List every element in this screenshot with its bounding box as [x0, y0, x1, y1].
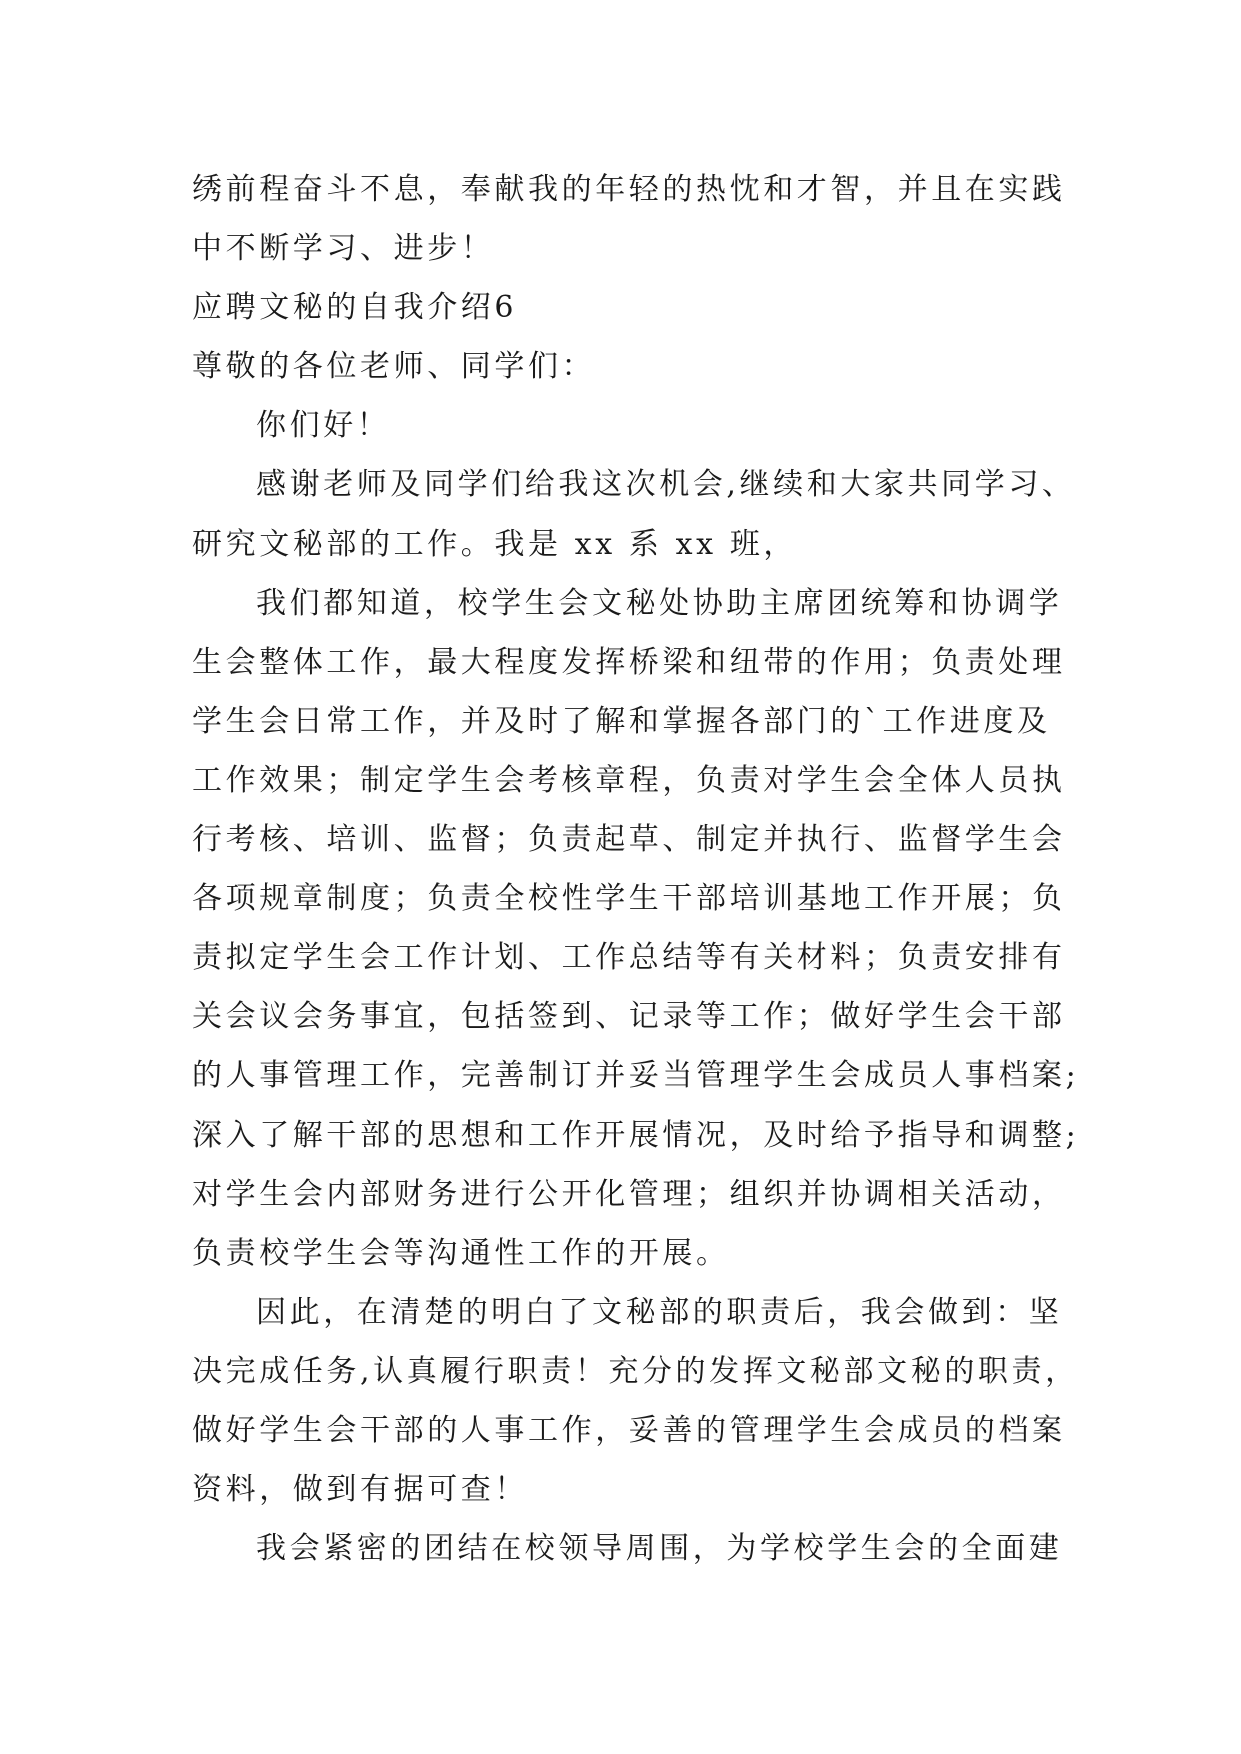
text-line: 我会紧密的团结在校领导周围，为学校学生会的全面建: [256, 1531, 1063, 1567]
text-line: 工作效果；制定学生会考核章程，负责对学生会全体人员执: [192, 762, 1066, 798]
text-line: 各项规章制度；负责全校性学生干部培训基地工作开展；负: [192, 881, 1066, 917]
text-line: 做好学生会干部的人事工作，妥善的管理学生会成员的档案: [192, 1412, 1066, 1448]
greeting: 你们好！: [256, 408, 391, 444]
text-line: 决完成任务,认真履行职责！充分的发挥文秘部文秘的职责，: [192, 1353, 1079, 1389]
text-line: 感谢老师及同学们给我这次机会,继续和大家共同学习、: [256, 467, 1076, 503]
salutation: 尊敬的各位老师、同学们：: [192, 349, 596, 385]
section-heading: 应聘文秘的自我介绍6: [192, 290, 518, 326]
text-line: 对学生会内部财务进行公开化管理；组织并协调相关活动，: [192, 1176, 1066, 1212]
text-line: 我们都知道，校学生会文秘处协助主席团统筹和协调学: [256, 585, 1063, 621]
text-line: 因此，在清楚的明白了文秘部的职责后，我会做到：坚: [256, 1294, 1063, 1330]
text-line: 中不断学习、进步！: [192, 231, 495, 267]
text-line: 责拟定学生会工作计划、工作总结等有关材料；负责安排有: [192, 940, 1066, 976]
text-line: 学生会日常工作，并及时了解和掌握各部门的`工作进度及: [192, 703, 1051, 739]
text-line: 负责校学生会等沟通性工作的开展。: [192, 1235, 730, 1271]
text-line: 生会整体工作，最大程度发挥桥梁和纽带的作用；负责处理: [192, 644, 1066, 680]
document-body: [192, 160, 1080, 1578]
text-line: 深入了解干部的思想和工作开展情况，及时给予指导和调整;: [192, 1117, 1080, 1153]
text-line: 的人事管理工作，完善制订并妥当管理学生会成员人事档案;: [192, 1058, 1080, 1094]
text-line: 关会议会务事宜，包括签到、记录等工作；做好学生会干部: [192, 999, 1066, 1035]
text-line: 资料，做到有据可查！: [192, 1472, 528, 1508]
text-line: 行考核、培训、监督；负责起草、制定并执行、监督学生会: [192, 822, 1066, 858]
text-line: 研究文秘部的工作。我是 xx 系 xx 班，: [192, 526, 798, 562]
text-line: 绣前程奋斗不息，奉献我的年轻的热忱和才智，并且在实践: [192, 172, 1066, 207]
